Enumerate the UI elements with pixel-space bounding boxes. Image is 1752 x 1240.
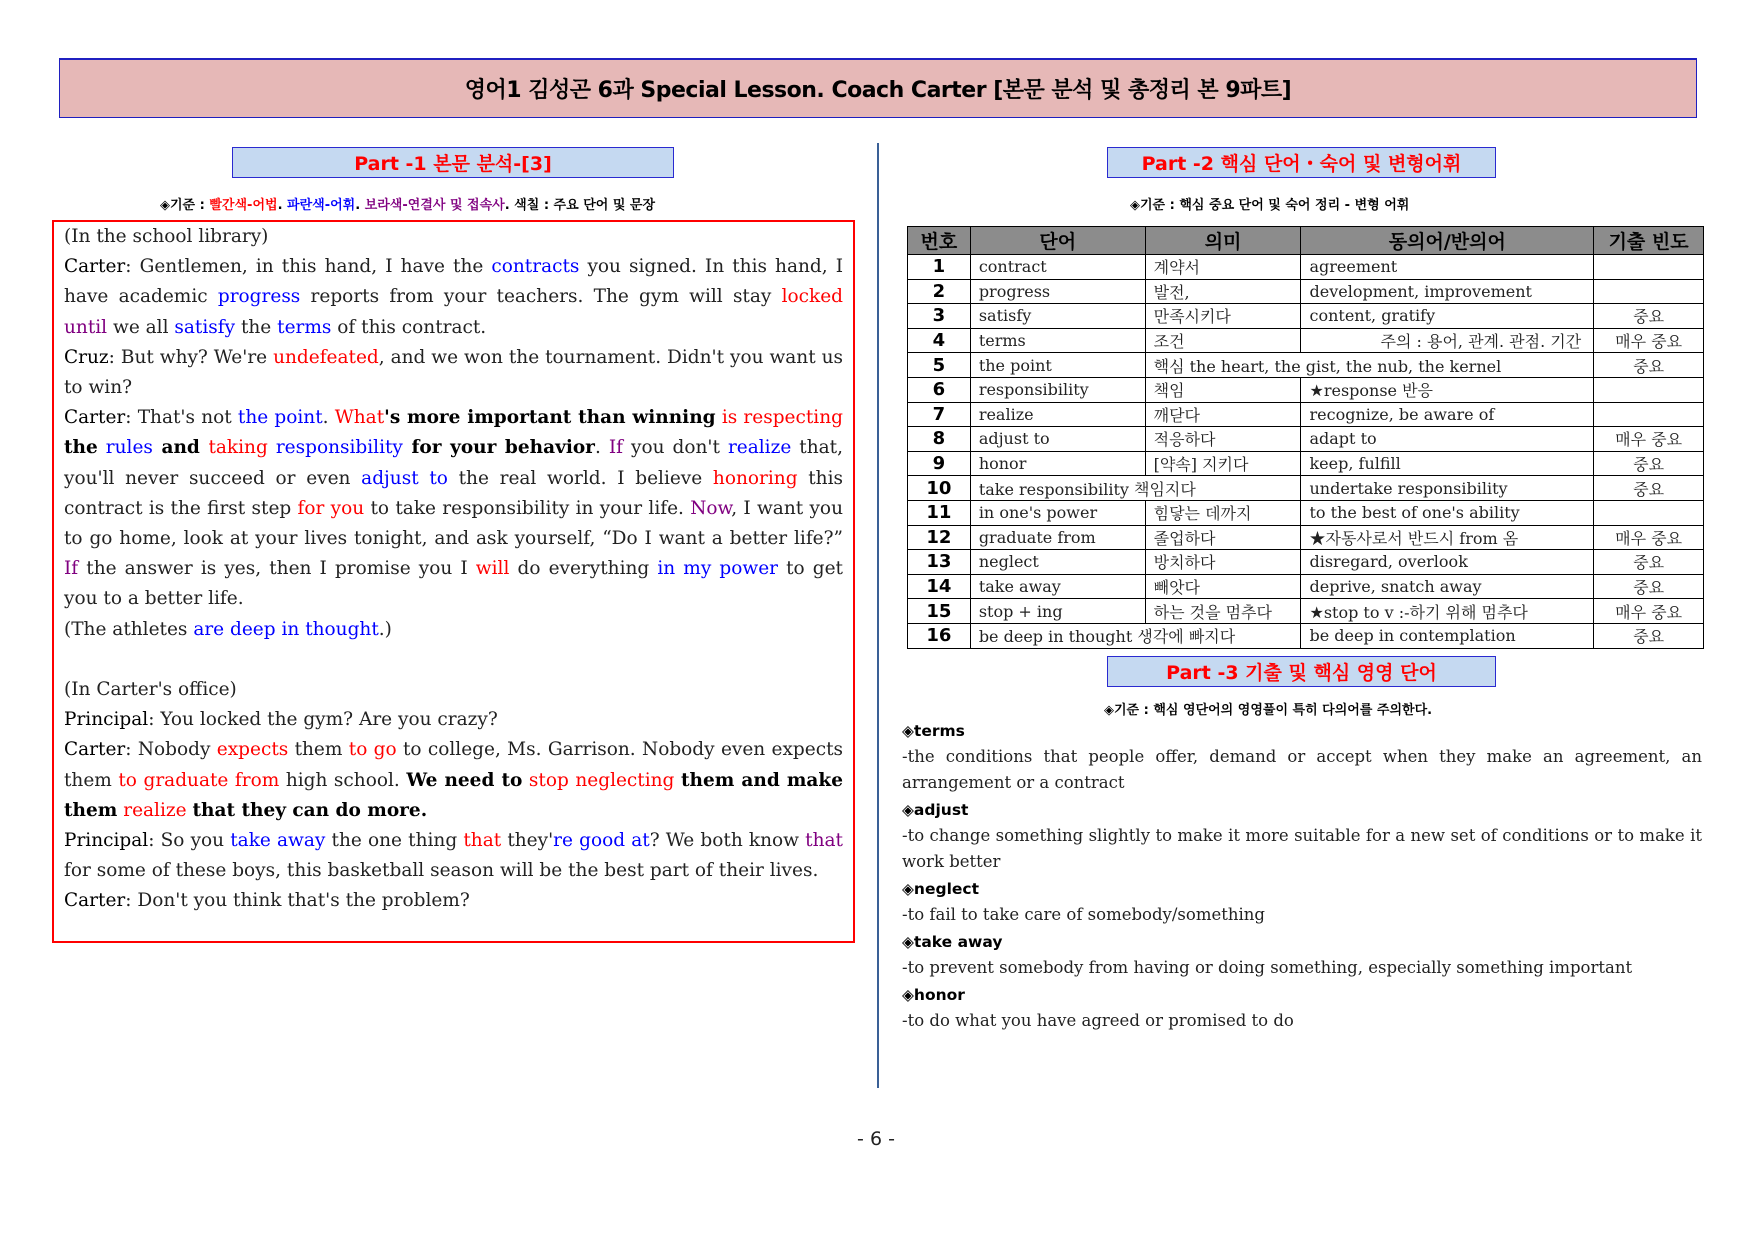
vocab-number: 2 <box>908 279 971 304</box>
header-number: 번호 <box>908 227 971 255</box>
vocab-synonym: development, improvement <box>1301 279 1594 304</box>
vocab-synonym: disregard, overlook <box>1301 550 1594 575</box>
vocab-word: terms <box>970 328 1145 353</box>
blue-highlight: contracts <box>491 256 580 278</box>
vocab-row <box>908 427 1704 452</box>
red-highlight: will <box>475 558 510 580</box>
red-highlight: undefeated <box>273 346 379 368</box>
blue-highlight: re good at <box>553 830 650 852</box>
vocab-number: 1 <box>908 255 971 280</box>
passage-text: of this contract. <box>331 316 487 338</box>
passage-paragraph <box>64 735 843 826</box>
vocab-word: neglect <box>970 550 1145 575</box>
blue-highlight: the point <box>237 407 323 429</box>
vocab-number: 6 <box>908 377 971 402</box>
part1-header <box>232 147 674 178</box>
vocab-frequency: 중요 <box>1594 353 1704 378</box>
vocab-meaning: 빼앗다 <box>1145 574 1301 599</box>
passage-text: you signed. In this hand, I have academic <box>64 256 843 308</box>
passage-text: the real world. I believe <box>447 467 713 489</box>
vocab-row <box>908 304 1704 329</box>
passage-text: .) <box>378 618 392 640</box>
vocab-number: 14 <box>908 574 971 599</box>
blue-highlight: realize <box>727 437 792 459</box>
red-highlight: that <box>463 830 502 852</box>
vocab-row <box>908 550 1704 575</box>
vocab-frequency <box>1594 377 1704 402</box>
red-highlight: to graduate from <box>118 769 280 791</box>
definition-term: ◈adjust <box>902 801 969 819</box>
header-word: 단어 <box>970 227 1145 255</box>
passage-text: . <box>322 407 335 429</box>
passage-text: that, you'll never succeed or even <box>64 437 843 489</box>
header-meaning: 의미 <box>1145 227 1301 255</box>
vocab-row <box>908 279 1704 304</box>
vocab-frequency <box>1594 402 1704 427</box>
vocab-meaning: 적응하다 <box>1145 427 1301 452</box>
vocab-meaning: 발전, <box>1145 279 1301 304</box>
speaker-name: Carter <box>64 256 126 278</box>
part2-header <box>1107 147 1496 178</box>
vocab-row <box>908 377 1704 402</box>
vocab-frequency: 중요 <box>1594 574 1704 599</box>
vocab-row <box>908 623 1704 648</box>
passage-text: the one thing <box>325 830 464 852</box>
blue-highlight: terms <box>277 316 332 338</box>
passage-text <box>98 437 106 458</box>
header-synonym: 동의어/반의어 <box>1301 227 1594 255</box>
vocab-row <box>908 476 1704 501</box>
criteria-prefix: ◈기준 : <box>160 198 210 213</box>
vocab-row <box>908 255 1704 280</box>
blue-highlight: in my power <box>657 558 778 580</box>
blue-highlight: are deep in thought <box>193 618 379 640</box>
blue-highlight: rules <box>105 437 153 459</box>
blue-highlight: responsibility <box>275 437 403 459</box>
vocab-number: 4 <box>908 328 971 353</box>
vocab-frequency: 중요 <box>1594 451 1704 476</box>
vocab-meaning: 하는 것을 멈추다 <box>1145 599 1301 624</box>
red-highlight: stop neglecting <box>528 769 675 791</box>
red-highlight: taking <box>208 437 268 459</box>
purple-highlight: that <box>805 830 843 852</box>
passage-text: ? We both know <box>649 830 806 852</box>
passage-paragraph <box>64 222 843 252</box>
passage-text: reports from your teachers. The gym will stay <box>300 286 782 308</box>
vocab-table-header-row <box>908 227 1704 255</box>
passage-text: (The athletes <box>64 618 194 640</box>
vocab-word: the point <box>970 353 1145 378</box>
passage-text: the <box>235 316 278 338</box>
vocab-row <box>908 500 1704 525</box>
vocab-synonym: ★stop to v :-하기 위해 멈추다 <box>1301 599 1594 624</box>
criteria-separator: . <box>277 198 288 213</box>
definitions-list <box>902 718 1702 1035</box>
passage-text: you don't <box>622 437 728 459</box>
document-title: 영어1 김성곤 6과 Special Lesson. Coach Carter [본문 분석 및 총정리 본 9파트] <box>464 78 1292 103</box>
vocab-synonym: keep, fulfill <box>1301 451 1594 476</box>
page-number: - 6 - <box>857 1128 895 1150</box>
document-title-banner <box>59 58 1697 118</box>
definition-text: -to fail to take care of somebody/something <box>902 905 1265 924</box>
passage-text: to get you to a better life. <box>64 558 843 610</box>
vocab-frequency: 매우 중요 <box>1594 599 1704 624</box>
definition-term: ◈honor <box>902 986 965 1004</box>
criteria-blue-vocab: 파란색-어휘 <box>287 198 356 213</box>
definition-term: ◈take away <box>902 933 1003 951</box>
red-highlight: realize <box>123 799 187 821</box>
passage-text <box>64 649 70 670</box>
passage-paragraph <box>64 645 843 675</box>
vocab-row <box>908 599 1704 624</box>
vocab-word: honor <box>970 451 1145 476</box>
vocab-frequency <box>1594 500 1704 525</box>
vocab-frequency: 매우 중요 <box>1594 525 1704 550</box>
blue-highlight: adjust to <box>361 467 448 489</box>
speaker-name: Cruz <box>64 346 109 368</box>
red-highlight: is respecting <box>721 407 843 429</box>
vocab-synonym: deprive, snatch away <box>1301 574 1594 599</box>
speaker-name: Principal <box>64 709 149 731</box>
vocab-number: 3 <box>908 304 971 329</box>
definition-term: ◈neglect <box>902 880 979 898</box>
column-divider <box>877 143 879 1088</box>
vocab-word: responsibility <box>970 377 1145 402</box>
red-highlight: locked <box>781 286 844 308</box>
passage-paragraph <box>64 886 843 916</box>
definition-term: ◈terms <box>902 722 965 740</box>
blue-highlight: satisfy <box>174 316 236 338</box>
red-highlight: expects <box>216 739 289 761</box>
vocab-number: 9 <box>908 451 971 476</box>
speaker-name: Carter <box>64 739 126 761</box>
speaker-name: Principal <box>64 830 149 852</box>
blue-highlight: progress <box>217 286 301 308</box>
emphasized-text: 's more important than winning <box>384 407 716 429</box>
vocab-word-and-meaning: take responsibility 책임지다 <box>970 476 1301 501</box>
vocab-synonym: recognize, be aware of <box>1301 402 1594 427</box>
passage-text: , I want you to go home, look at your lives tonight, and ask yourself, “Do I want a better life?” <box>64 497 843 550</box>
definition-text: -to prevent somebody from having or doing something, especially something important <box>902 958 1633 977</box>
criteria-suffix: . 색칠 : 주요 단어 및 문장 <box>504 198 656 213</box>
vocab-synonym: undertake responsibility <box>1301 476 1594 501</box>
vocab-frequency: 매우 중요 <box>1594 427 1704 452</box>
emphasized-text: them and make them <box>64 769 844 821</box>
header-frequency: 기출 빈도 <box>1594 227 1704 255</box>
passage-paragraph <box>64 252 843 343</box>
vocab-number: 7 <box>908 402 971 427</box>
passage-text: (In Carter's office) <box>64 679 237 701</box>
vocab-word: realize <box>970 402 1145 427</box>
vocab-frequency <box>1594 279 1704 304</box>
vocab-row <box>908 574 1704 599</box>
vocab-frequency: 중요 <box>1594 304 1704 329</box>
red-highlight: for you <box>297 497 365 519</box>
vocab-synonym: to the best of one's ability <box>1301 500 1594 525</box>
vocab-word: in one's power <box>970 500 1145 525</box>
speaker-name: Carter <box>64 890 126 912</box>
passage-text: for some of these boys, this basketball season will be the best part of their lives. <box>64 860 819 882</box>
part2-criteria: ◈기준 : 핵심 중요 단어 및 숙어 정리 - 변형 어휘 <box>1130 198 1410 213</box>
vocab-word: stop + ing <box>970 599 1145 624</box>
definition-text: -the conditions that people offer, demand or accept when they make an agreement, an arrangement or a contract <box>902 747 1702 792</box>
vocab-synonym: content, gratify <box>1301 304 1594 329</box>
vocab-word: graduate from <box>970 525 1145 550</box>
vocab-number: 12 <box>908 525 971 550</box>
vocab-synonym: ★response 반응 <box>1301 377 1594 402</box>
passage-text: : Don't you think that's the problem? <box>125 890 470 912</box>
passage-paragraph <box>64 826 843 886</box>
red-highlight: to go <box>348 739 397 761</box>
vocab-meaning: 방치하다 <box>1145 550 1301 575</box>
vocab-meaning: 책임 <box>1145 377 1301 402</box>
vocab-row <box>908 353 1704 378</box>
part1-criteria <box>160 194 655 213</box>
red-highlight: What <box>334 407 385 429</box>
vocab-row <box>908 525 1704 550</box>
vocab-frequency: 중요 <box>1594 623 1704 648</box>
emphasized-text: the <box>64 437 98 459</box>
passage-text-box <box>52 220 855 943</box>
passage-text: , and we won the tournament. Didn't you want us to win? <box>64 346 844 399</box>
passage-text: : You locked the gym? Are you crazy? <box>148 709 498 731</box>
part1-label: Part -1 본문 분석-[3] <box>354 153 552 175</box>
vocab-number: 16 <box>908 623 971 648</box>
passage-text: they' <box>501 830 554 852</box>
vocab-table <box>907 226 1704 649</box>
passage-paragraph <box>64 675 843 705</box>
vocab-synonym: 주의 : 용어, 관계. 관점. 기간 <box>1301 328 1594 353</box>
vocab-word-and-meaning: be deep in thought 생각에 빠지다 <box>970 623 1301 648</box>
vocab-meaning: [약속] 지키다 <box>1145 451 1301 476</box>
vocab-number: 5 <box>908 353 971 378</box>
passage-text <box>268 437 276 458</box>
passage-text: : Gentlemen, in this hand, I have the <box>125 256 492 278</box>
passage-paragraph <box>64 343 843 403</box>
vocab-row <box>908 328 1704 353</box>
vocab-row <box>908 451 1704 476</box>
vocab-meaning: 만족시키다 <box>1145 304 1301 329</box>
passage-text: to college, Ms. Garrison. Nobody even expects them <box>64 739 843 791</box>
emphasized-text: and <box>152 437 209 459</box>
vocab-word: progress <box>970 279 1145 304</box>
speaker-name: Carter <box>64 407 126 429</box>
part3-criteria: ◈기준 : 핵심 영단어의 영영풀이 특히 다의어를 주의한다. <box>1104 703 1433 718</box>
vocab-number: 10 <box>908 476 971 501</box>
part3-label: Part -3 기출 및 핵심 영영 단어 <box>1166 662 1437 684</box>
passage-text: (In the school library) <box>64 226 269 247</box>
vocab-word: adjust to <box>970 427 1145 452</box>
passage-text: this contract is the first step <box>64 467 844 519</box>
passage-paragraph <box>64 705 843 735</box>
vocab-meaning: 조건 <box>1145 328 1301 353</box>
purple-highlight: If <box>64 558 79 580</box>
emphasized-text: We need to <box>406 769 523 791</box>
vocab-synonym: adapt to <box>1301 427 1594 452</box>
criteria-purple-connectives: 보라색-연결사 및 접속사 <box>364 198 505 213</box>
vocab-frequency: 중요 <box>1594 476 1704 501</box>
definition-text: -to change something slightly to make it more suitable for a new set of conditions or to make it work better <box>902 826 1702 871</box>
purple-highlight: Now <box>690 497 732 519</box>
vocab-synonym: agreement <box>1301 255 1594 280</box>
vocab-word: take away <box>970 574 1145 599</box>
vocab-number: 13 <box>908 550 971 575</box>
emphasized-text: that they can do more. <box>192 799 428 821</box>
vocab-meaning: 힘닿는 데까지 <box>1145 500 1301 525</box>
vocab-number: 11 <box>908 500 971 525</box>
vocab-word: contract <box>970 255 1145 280</box>
vocab-synonym: ★자동사로서 반드시 from 옴 <box>1301 525 1594 550</box>
vocab-meaning: 계약서 <box>1145 255 1301 280</box>
passage-text: to take responsibility in your life. <box>364 497 691 519</box>
passage-text: : That's not <box>125 407 238 429</box>
criteria-separator: . <box>355 198 365 213</box>
vocab-word: satisfy <box>970 304 1145 329</box>
passage-paragraph <box>64 615 843 645</box>
passage-text: high school. <box>279 769 407 791</box>
passage-text: : Nobody <box>125 739 217 761</box>
passage-text: the answer is yes, then I promise you I <box>78 558 476 580</box>
passage-text: do everything <box>509 558 658 580</box>
blue-highlight: take away <box>230 830 326 852</box>
vocab-frequency: 매우 중요 <box>1594 328 1704 353</box>
part2-label: Part -2 핵심 단어・숙어 및 변형어휘 <box>1141 153 1462 175</box>
passage-text: : But why? We're <box>108 346 274 368</box>
vocab-meaning-and-synonym: 핵심 the heart, the gist, the nub, the kernel <box>1145 353 1594 378</box>
purple-highlight: until <box>64 316 108 338</box>
passage-paragraph <box>64 403 843 614</box>
vocab-frequency: 중요 <box>1594 550 1704 575</box>
part3-header <box>1107 656 1496 687</box>
criteria-red-grammar: 빨간색-어법 <box>209 198 278 213</box>
vocab-number: 8 <box>908 427 971 452</box>
vocab-row <box>908 402 1704 427</box>
vocab-number: 15 <box>908 599 971 624</box>
vocab-frequency <box>1594 255 1704 280</box>
emphasized-text: for your behavior <box>402 437 595 459</box>
passage-text: . <box>594 437 609 459</box>
vocab-meaning: 깨닫다 <box>1145 402 1301 427</box>
purple-highlight: If <box>608 437 623 459</box>
vocab-synonym: be deep in contemplation <box>1301 623 1594 648</box>
passage-text: we all <box>107 316 175 338</box>
passage-text: them <box>288 739 349 761</box>
vocab-meaning: 졸업하다 <box>1145 525 1301 550</box>
passage-text: : So you <box>148 830 231 852</box>
red-highlight: honoring <box>712 467 798 489</box>
definition-text: -to do what you have agreed or promised to do <box>902 1011 1294 1030</box>
